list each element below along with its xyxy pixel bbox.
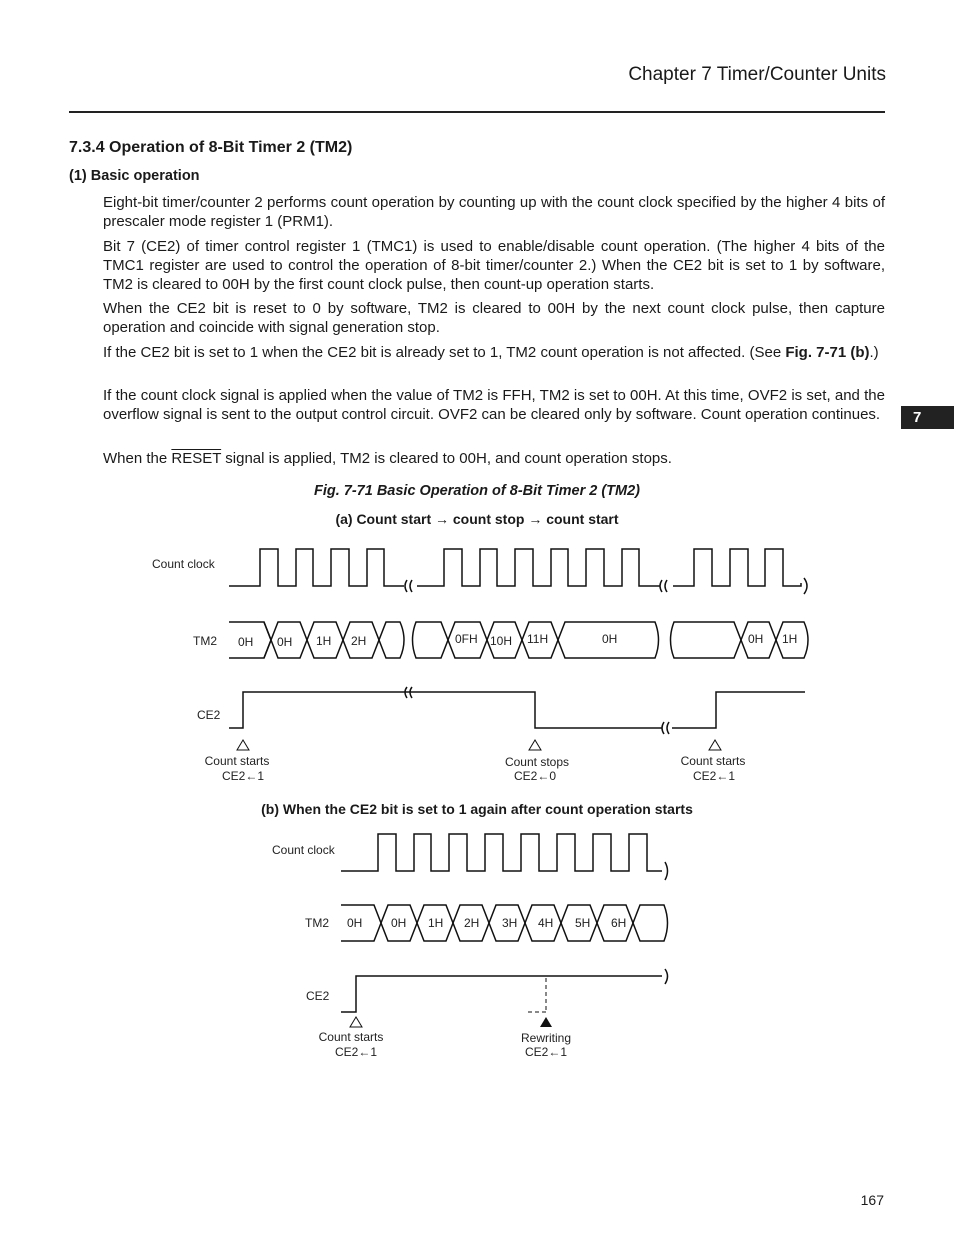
tm2-value-a-3: 1H xyxy=(316,634,332,648)
tm2-value-a-4: 2H xyxy=(351,634,367,648)
tm2-value-a-10: 1H xyxy=(782,632,798,646)
chapter-header: Chapter 7 Timer/Counter Units xyxy=(628,64,886,85)
paragraph-6-tail: signal is applied, TM2 is cleared to 00H, and count operation stops. xyxy=(221,450,672,467)
tm2-value-b-6: 4H xyxy=(538,916,554,930)
tm2-value-b-2: 0H xyxy=(391,916,407,930)
tm2-value-b-5: 3H xyxy=(502,916,518,930)
tm2-value-b-1: 0H xyxy=(347,916,363,930)
event-a-2-line-2: CE2←0 xyxy=(513,769,557,783)
tm2-value-a-5: 0FH xyxy=(455,632,478,646)
tm2-value-a-1: 0H xyxy=(238,635,254,649)
paragraph-5: If the count clock signal is applied when the value of TM2 is FFH, TM2 is set to 00H. At this time, OVF2 is set, and the overflow signal is sent to the output control circuit. OVF2 can be cleared only by software. Count operation continues. xyxy=(103,387,885,423)
tm2-value-a-6: 10H xyxy=(490,634,513,648)
tm2-value-b-7: 5H xyxy=(575,916,591,930)
paragraph-4-tail: .) xyxy=(869,344,879,361)
rewriting-marker xyxy=(540,1017,552,1027)
timing-diagram-b xyxy=(0,825,954,1070)
tm2-value-a-8: 0H xyxy=(602,632,618,646)
ce2-label-b: CE2 xyxy=(306,989,330,1003)
section-title: 7.3.4 Operation of 8-Bit Timer 2 (TM2) xyxy=(69,139,353,156)
ce2-label-a: CE2 xyxy=(197,708,221,722)
tm2-value-a-2: 0H xyxy=(277,635,293,649)
tm2-value-b-3: 1H xyxy=(428,916,444,930)
event-a-3-line-2: CE2←1 xyxy=(692,769,736,783)
paragraph-4 xyxy=(103,343,885,362)
event-a-1-line-1: Count starts xyxy=(204,754,270,768)
tm2-label-b: TM2 xyxy=(305,916,329,930)
figure-reference-link[interactable]: Fig. 7-71 (b) xyxy=(785,344,870,361)
event-a-1-line-2: CE2←1 xyxy=(221,769,265,783)
timing-diagram-a xyxy=(0,535,954,795)
event-b-1-line-2: CE2←1 xyxy=(334,1045,378,1059)
tm2-value-a-7: 11H xyxy=(527,632,549,646)
count-clock-label-a: Count clock xyxy=(152,557,215,571)
chapter-tab[interactable]: 7 xyxy=(901,406,954,429)
header-rule xyxy=(69,111,885,113)
paragraph-6-text: When the xyxy=(103,450,172,467)
paragraph-4-text: If the CE2 bit is set to 1 when the CE2 bit is already set to 1, TM2 count operation is not affected. (See xyxy=(103,344,786,361)
subsection-title: (1) Basic operation xyxy=(69,168,200,184)
diagram-a-caption: (a) Count start → count stop → count start xyxy=(335,511,619,527)
paragraph-2: Bit 7 (CE2) of timer control register 1 (TMC1) is used to enable/disable count operation. (The higher 4 bits of the TMC1 register are used to control the operation of 8-bit timer/counter 2.) When the CE2 bit is set to 1 by software, TM2 is cleared to 00H by the first count clock pulse, then count-up operation starts. xyxy=(103,238,885,293)
tm2-value-b-8: 6H xyxy=(611,916,627,930)
paragraph-3: When the CE2 bit is reset to 0 by software, TM2 is cleared to 00H by the next count clock pulse, then capture operation and coincide with signal generation stop. xyxy=(103,300,885,336)
diagram-b-caption: (b) When the CE2 bit is set to 1 again after count operation starts xyxy=(261,801,693,817)
paragraph-1: Eight-bit timer/counter 2 performs count operation by counting up with the count clock specified by the higher 4 bits of prescaler mode register 1 (PRM1). xyxy=(103,194,885,230)
event-b-2-line-1: Rewriting xyxy=(520,1031,572,1045)
event-b-1-line-1: Count starts xyxy=(318,1030,384,1044)
event-a-3-line-1: Count starts xyxy=(680,754,746,768)
tm2-value-b-4: 2H xyxy=(464,916,480,930)
event-a-2-line-1: Count stops xyxy=(504,755,570,769)
page-number: 167 xyxy=(860,1192,884,1208)
tm2-value-a-9: 0H xyxy=(748,632,764,646)
tm2-label-a: TM2 xyxy=(193,634,217,648)
event-b-2-line-2: CE2←1 xyxy=(524,1045,568,1059)
figure-caption: Fig. 7-71 Basic Operation of 8-Bit Timer 2 (TM2) xyxy=(313,483,641,499)
count-clock-label-b: Count clock xyxy=(272,843,335,857)
reset-signal-name: RESET xyxy=(171,450,222,467)
paragraph-6 xyxy=(103,449,885,468)
